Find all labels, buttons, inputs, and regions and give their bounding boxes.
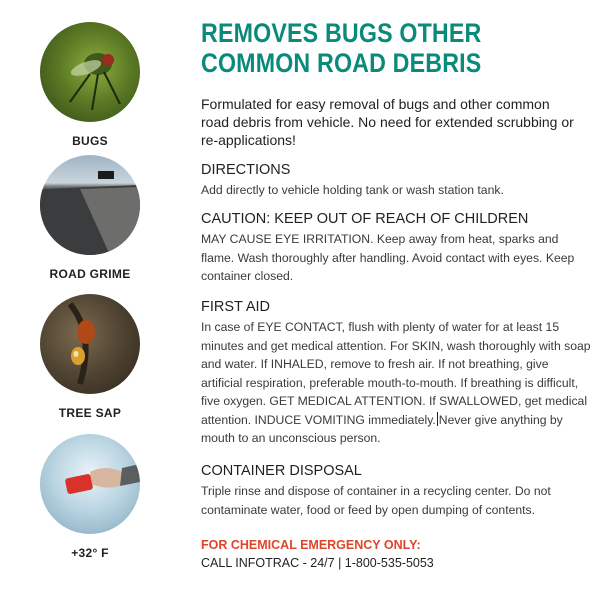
sap-photo-icon xyxy=(40,294,140,394)
first-aid-section xyxy=(201,298,593,448)
disposal-section xyxy=(201,462,593,519)
road-grime-item xyxy=(30,155,150,281)
caution-section xyxy=(201,210,593,286)
road-photo-icon xyxy=(40,155,140,255)
caution-title: CAUTION: KEEP OUT OF REACH OF CHILDREN xyxy=(201,211,529,227)
ice-windshield-photo-icon xyxy=(40,434,140,534)
temperature-item xyxy=(30,434,150,560)
headline-line-2: COMMON ROAD DEBRIS xyxy=(201,48,482,78)
emergency-title: FOR CHEMICAL EMERGENCY ONLY: xyxy=(201,538,421,552)
road-grime-caption: ROAD GRIME xyxy=(49,267,131,281)
first-aid-title: FIRST AID xyxy=(201,299,271,315)
emergency-phone: CALL INFOTRAC - 24/7 | 1-800-535-5053 xyxy=(201,556,434,570)
bugs-caption: BUGS xyxy=(72,134,108,148)
disposal-body: Triple rinse and dispose of container in a recycling center. Do not contaminate water, food or feed by open dumping of contents. xyxy=(201,484,551,517)
first-aid-body-main: In case of EYE CONTACT, flush with plenty of water for at least 15 minutes and get medical attention. For SKIN, wash thoroughly with soap and water. If INHALED, remove to fresh air. If not breathing, give artificial respiration, preferable mouth-to-mouth. If breathing is difficult, five oxygen. GET MEDICAL ATTENTION. If SWALLOWED, get medical attention. INDUCE VOMITING immediately. xyxy=(201,320,591,427)
directions-body: Add directly to vehicle holding tank or wash station tank. xyxy=(201,183,504,197)
tree-sap-item xyxy=(30,294,150,420)
headline-block xyxy=(201,18,586,78)
caution-body: MAY CAUSE EYE IRRITATION. Keep away from heat, sparks and flame. Wash thoroughly after handling. Avoid contact with eyes. Keep container closed. xyxy=(201,232,575,283)
bugs-item xyxy=(30,22,150,148)
tree-sap-caption: TREE SAP xyxy=(58,406,122,420)
first-aid-body xyxy=(201,318,593,448)
text-cursor xyxy=(437,412,438,426)
first-aid-body-end: Never give anything by mouth to an unconscious person. xyxy=(201,412,563,445)
fly-photo-icon xyxy=(40,22,140,122)
directions-title: DIRECTIONS xyxy=(201,162,291,178)
headline-line-1: REMOVES BUGS OTHER xyxy=(201,18,482,48)
directions-section xyxy=(201,161,593,200)
temperature-caption: +32° F xyxy=(71,546,109,560)
intro-text: Formulated for easy removal of bugs and other common road debris from vehicle. No need for extended scrubbing or re-applications! xyxy=(201,96,574,148)
disposal-title: CONTAINER DISPOSAL xyxy=(201,463,362,479)
emergency-block xyxy=(201,537,434,572)
